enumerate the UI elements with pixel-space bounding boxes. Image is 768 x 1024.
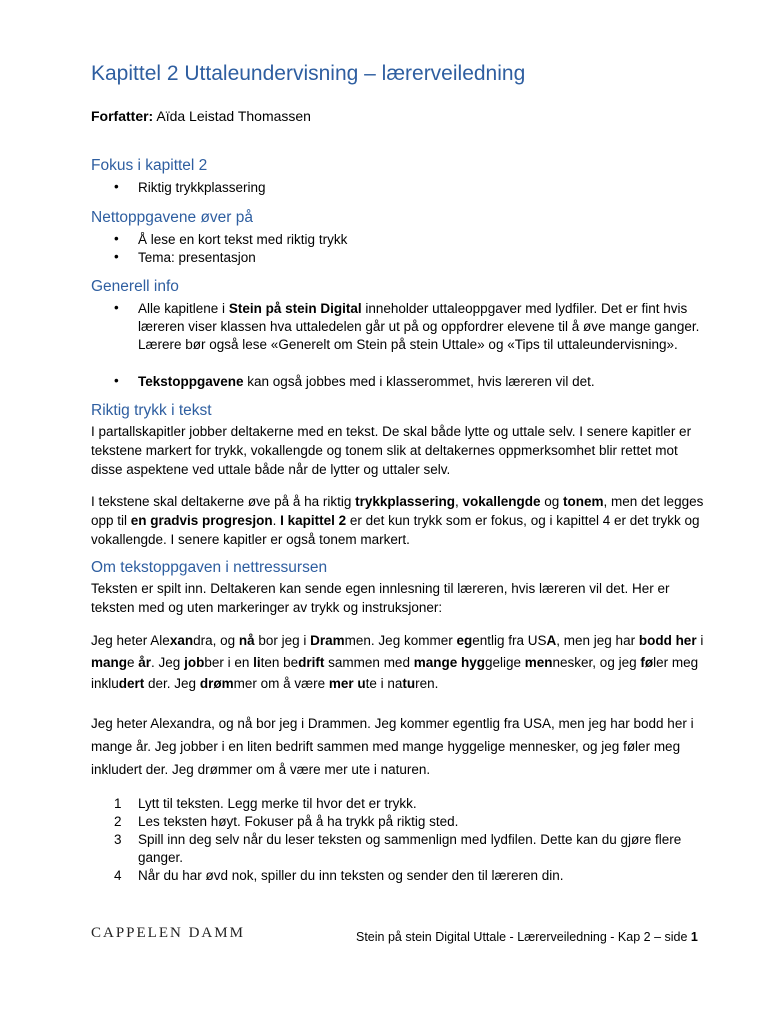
text-segment: e [127, 654, 139, 670]
instruction-text: Lytt til teksten. Legg merke til hvor det er trykk. [138, 796, 417, 811]
instruction-number: 3 [114, 832, 122, 847]
text-segment: bor jeg i [254, 633, 311, 648]
text-segment: sammen med [324, 654, 414, 670]
plain-text: Jeg heter Alexandra, og nå bor jeg i Drammen. Jeg kommer egentlig fra USA, men jeg har bodd her i mange år. Jeg jobber i en liten bedrift sammen med mange hyggelige mennesker, og jeg føler meg inkludert der. Jeg drømmer om å være mer ute i naturen. [91, 716, 694, 777]
page-footer [356, 930, 698, 944]
author-name: Aïda Leistad Thomassen [153, 108, 311, 124]
text-segment: ler meg inklu [91, 654, 699, 691]
instruction-number: 1 [114, 796, 122, 811]
text-segment: nesker, og jeg [552, 654, 641, 670]
stressed-syllable: eg [456, 633, 473, 648]
footer-text: Stein på stein Digital Uttale - Lærerveiledning - Kap 2 – side [356, 930, 691, 944]
instruction-text: Spill inn deg selv når du leser teksten og sammenlign med lydfilen. Dette kan du gjøre flere ganger. [138, 832, 682, 865]
list-item-text: Å lese en kort tekst med riktig trykk [138, 232, 348, 247]
heading-om-tekstoppgaven: Om tekstoppgaven i nettressursen [91, 559, 328, 576]
page-number: 1 [690, 930, 698, 944]
instruction-number: 4 [114, 868, 122, 883]
list-item-text: Riktig trykkplassering [138, 180, 266, 195]
stressed-syllable: dert [118, 676, 145, 691]
bullet-mark: • [114, 373, 119, 388]
paragraph: I tekstene skal deltakerne øve på å ha riktig trykkplassering, vokallengde og tonem, men det legges opp til en gradvis progresjon. I kapittel 2 er det kun trykk som er fokus, og i kapittel 4 er det trykk og vokallengde. I senere kapitler er også tonem markert. [91, 494, 704, 547]
text-segment: gelige [484, 654, 525, 670]
paragraph: Teksten er spilt inn. Deltakeren kan sende egen innlesning til læreren, hvis læreren vil det. Her er teksten med og uten markeringer av trykk og instruksjoner: [91, 581, 670, 615]
text-segment: dra, og [193, 633, 239, 648]
text-segment: men. Jeg kommer [344, 633, 457, 648]
stressed-syllable: xan [169, 633, 194, 648]
text-segment: ren. [415, 676, 439, 691]
stressed-syllable: drift [298, 654, 325, 670]
author-label: Forfatter: [91, 108, 154, 124]
heading-riktig-trykk: Riktig trykk i tekst [91, 402, 212, 419]
text-segment: i [696, 633, 704, 648]
text-segment: ten be [260, 654, 299, 670]
stressed-syllable: mer u [328, 676, 366, 691]
instruction-text: Når du har øvd nok, spiller du inn teksten og sender den til læreren din. [138, 868, 564, 883]
text-segment: mer om å være [233, 676, 329, 691]
list-item-text: Tekstoppgavene kan også jobbes med i klasserommet, hvis læreren vil det. [138, 374, 595, 389]
stressed-syllable: job [184, 654, 205, 670]
heading-fokus: Fokus i kapittel 2 [91, 157, 208, 174]
bullet-mark: • [114, 249, 119, 264]
author-line [91, 108, 311, 124]
publisher-logo: CAPPELEN DAMM [91, 925, 245, 941]
document-title: Kapittel 2 Uttaleundervisning – lærerveiledning [91, 62, 526, 85]
stressed-syllable: li [253, 654, 261, 670]
list-item-text: Alle kapitlene i Stein på stein Digital inneholder uttaleoppgaver med lydfiler. Det er fint hvis læreren viser klassen hva uttaledelen går ut på og oppfordrer elevene til å øve mange ganger. Lærere bør også lese «Generelt om Stein på stein Uttale» og «Tips til uttaleundervisning». [138, 301, 700, 352]
bullet-mark: • [114, 300, 119, 315]
text-segment: ber i en [204, 654, 254, 670]
stressed-syllable: Dram [310, 633, 345, 648]
stressed-syllable: men [524, 654, 553, 670]
text-segment: , men jeg har [556, 633, 639, 648]
text-segment: entlig fra US [472, 633, 547, 648]
stressed-syllable: mange hyg [413, 654, 485, 670]
stressed-syllable: fø [640, 654, 654, 670]
heading-generell-info: Generell info [91, 278, 179, 295]
stressed-syllable: drøm [199, 676, 234, 691]
stressed-syllable: A [546, 633, 557, 648]
stressed-syllable: mang [91, 654, 128, 670]
text-segment: . Jeg [151, 654, 185, 670]
list-item-text: Tema: presentasjon [138, 250, 256, 265]
text-segment: der. Jeg [144, 676, 200, 691]
bullet-mark: • [114, 179, 119, 194]
paragraph: I partallskapitler jobber deltakerne med en tekst. De skal både lytte og uttale selv. I senere kapitler er tekstene markert for trykk, vokallengde og tonem slik at deltakernes oppmerksomhet blir rettet mot disse aspektene ved uttale både når de lytter og uttaler selv. [91, 424, 692, 477]
instruction-text: Les teksten høyt. Fokuser på å ha trykk på riktig sted. [138, 814, 459, 829]
stressed-syllable: bodd her [638, 633, 697, 648]
stressed-syllable: nå [238, 633, 255, 648]
instruction-number: 2 [114, 814, 122, 829]
text-segment: te i na [365, 676, 403, 691]
stress-marked-text [91, 630, 711, 695]
heading-nettoppgavene: Nettoppgavene øver på [91, 209, 253, 226]
stressed-syllable: år [138, 654, 152, 670]
text-segment: Jeg heter Ale [91, 633, 170, 648]
bullet-mark: • [114, 231, 119, 246]
stressed-syllable: tu [402, 676, 416, 691]
